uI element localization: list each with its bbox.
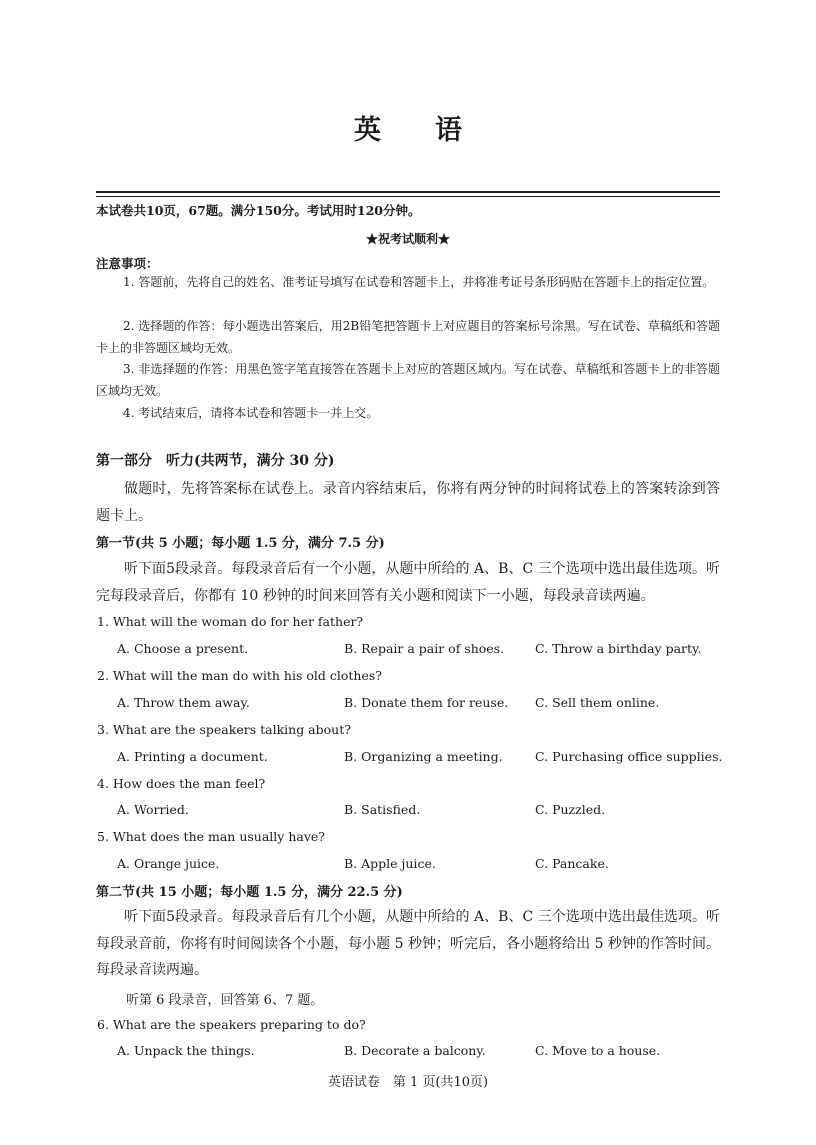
question-1-option-b: B. Repair a pair of shoes.: [344, 641, 505, 656]
good-luck-banner: ★祝考试顺利★: [365, 232, 450, 246]
question-5-option-b: B. Apple juice.: [344, 856, 436, 871]
question-5-option-a: A. Orange juice.: [117, 856, 220, 871]
question-4-option-a: A. Worried.: [117, 802, 189, 817]
section2-instructions: 听下面5段录音。每段录音后有几个小题，从题中所给的 A、B、C 三个选项中选出最佳选项。听每段录音前，你将有时间阅读各个小题，每小题 5 秒钟；听完后，各小题将给出 5 秒钟的作答时间。每段录音读两遍。: [96, 909, 720, 978]
question-1-option-a: A. Choose a present.: [117, 641, 249, 656]
question-3-option-c: C. Purchasing office supplies.: [535, 749, 723, 764]
note-item-4: 4. 考试结束后，请将本试卷和答题卡一并上交。: [123, 406, 379, 420]
note-item-1: 1. 答题前，先将自己的姓名、准考证号填写在试卷和答题卡上，并将准考证号条形码贴在答题卡上的指定位置。: [123, 275, 715, 289]
section2-heading: 第二节(共 15 小题；每小题 1.5 分，满分 22.5 分): [96, 885, 403, 900]
question-4-option-c: C. Puzzled.: [535, 802, 606, 817]
question-5-option-c: C. Pancake.: [535, 856, 609, 871]
page-title: [0, 108, 816, 147]
notes-heading: 注意事项：: [96, 256, 159, 271]
question-3: 3. What are the speakers talking about?: [97, 722, 351, 737]
note-item-3: 3. 非选择题的作答：用黑色签字笔直接答在答题卡上对应的答题区域内。写在试卷、草稿纸和答题卡上的非答题区域均无效。: [96, 362, 720, 398]
question-2-option-a: A. Throw them away.: [117, 695, 250, 710]
section1-heading: 第一节(共 5 小题；每小题 1.5 分，满分 7.5 分): [96, 536, 385, 551]
question-1: 1. What will the woman do for her father?: [97, 614, 364, 629]
question-4-option-b: B. Satisfied.: [344, 802, 421, 817]
note-item-2: 2. 选择题的作答：每小题选出答案后，用2B铅笔把答题卡上对应题目的答案标号涂黑。写在试卷、草稿纸和答题卡上的非答题区域均无效。: [96, 319, 720, 355]
question-6-option-b: B. Decorate a balcony.: [344, 1043, 486, 1058]
question-2-option-c: C. Sell them online.: [535, 695, 660, 710]
question-4: 4. How does the man feel?: [97, 776, 266, 791]
page-footer: 英语试卷 第 1 页(共10页): [327, 1075, 489, 1090]
question-6-option-c: C. Move to a house.: [535, 1043, 661, 1058]
part1-heading: 第一部分 听力(共两节，满分 30 分): [96, 453, 335, 469]
part1-intro: 做题时，先将答案标在试卷上。录音内容结束后，你将有两分钟的时间将试卷上的答案转涂到答题卡上。: [96, 481, 720, 524]
question-2-option-b: B. Donate them for reuse.: [344, 695, 509, 710]
recording-cue: 听第 6 段录音，回答第 6、7 题。: [126, 993, 324, 1008]
section1-instructions: 听下面5段录音。每段录音后有一个小题，从题中所给的 A、B、C 三个选项中选出最佳选项。听完每段录音后，你都有 10 秒钟的时间来回答有关小题和阅读下一小题，每段录音读两遍。: [96, 561, 720, 604]
title-char-2: 语: [435, 115, 462, 146]
question-5: 5. What does the man usually have?: [97, 829, 325, 844]
question-2: 2. What will the man do with his old clothes?: [97, 668, 382, 683]
header-rule-thin: [96, 196, 720, 197]
title-char-1: 英: [354, 115, 381, 146]
question-1-option-c: C. Throw a birthday party.: [535, 641, 702, 656]
question-6: 6. What are the speakers preparing to do?: [97, 1017, 366, 1032]
question-3-option-a: A. Printing a document.: [117, 749, 268, 764]
question-6-option-a: A. Unpack the things.: [117, 1043, 255, 1058]
header-rule-thick: [96, 191, 720, 193]
exam-info: 本试卷共10页，67题。满分150分。考试用时120分钟。: [96, 203, 421, 218]
question-3-option-b: B. Organizing a meeting.: [344, 749, 503, 764]
